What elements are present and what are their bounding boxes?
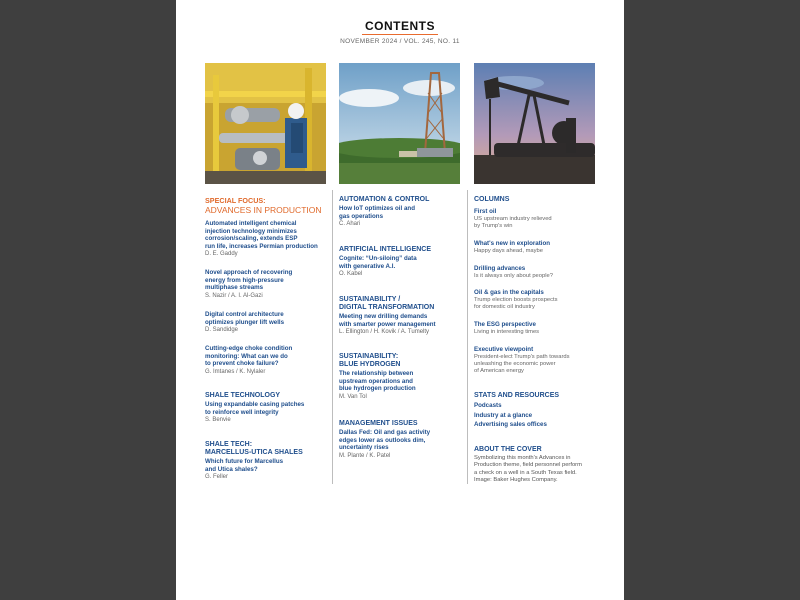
- column-entry[interactable]: [474, 265, 604, 280]
- article-title[interactable]: Automated intelligent chemical injection technology minimizes corrosion/scaling, extends ESP run life, increases Permian production: [205, 220, 318, 250]
- section-heading: ARTIFICIAL INTELLIGENCE: [339, 246, 432, 253]
- section-heading: SUSTAINABILITY: BLUE HYDROGEN: [339, 353, 401, 368]
- department-section: [339, 196, 463, 228]
- stats-link[interactable]: Industry at a glance: [474, 411, 533, 419]
- department-section: [339, 420, 463, 460]
- column-desc: Happy days ahead, maybe: [474, 247, 543, 254]
- shale-mu-section: [205, 441, 329, 481]
- article-entry[interactable]: [205, 269, 329, 300]
- article-entry[interactable]: [205, 220, 329, 258]
- magazine-page: [176, 0, 624, 600]
- section-heading: SHALE TECHNOLOGY: [205, 392, 281, 399]
- article-title[interactable]: The relationship between upstream operations and blue hydrogen production: [339, 370, 416, 393]
- shale-technology-section: [205, 392, 329, 424]
- article-title[interactable]: How IoT optimizes oil and gas operations: [339, 205, 415, 220]
- article-title[interactable]: Novel approach of recovering energy from high-pressure multiphase streams: [205, 269, 293, 292]
- section-heading: ABOUT THE COVER: [474, 446, 542, 453]
- stats-link[interactable]: Podcasts: [474, 402, 502, 409]
- page-title: CONTENTS: [365, 19, 435, 33]
- department-section: [339, 353, 463, 401]
- article-author: D. E. Gaddy: [205, 251, 238, 258]
- column-entry[interactable]: [474, 240, 604, 255]
- column-title[interactable]: First oil: [474, 208, 497, 215]
- article-title[interactable]: Meeting new drilling demands with smarter power management: [339, 313, 436, 328]
- department-section: [339, 296, 463, 336]
- column-title[interactable]: Drilling advances: [474, 265, 526, 272]
- article-entry[interactable]: [205, 311, 329, 334]
- article-author: M. Van Tol: [339, 393, 367, 400]
- cover-caption: Symbolizing this month's Advances in Production theme, field personnel perform a check on a well in a South Texas field. Image: Baker Hughes Company.: [474, 455, 582, 484]
- section-heading: MANAGEMENT ISSUES: [339, 420, 418, 427]
- column-desc: Trump election boosts prospects for domestic oil industry: [474, 296, 558, 310]
- photo-pumpjack: [474, 63, 595, 184]
- column-title[interactable]: Oil & gas in the capitals: [474, 289, 544, 296]
- about-cover-section: [474, 446, 604, 485]
- stats-resources-section: [474, 392, 604, 429]
- section-heading: STATS AND RESOURCES: [474, 392, 560, 399]
- column-title[interactable]: The ESG perspective: [474, 321, 536, 328]
- article-entry[interactable]: [205, 345, 329, 376]
- section-heading: COLUMNS: [474, 196, 510, 203]
- column-entry[interactable]: [474, 208, 604, 230]
- column-entry[interactable]: [474, 321, 604, 336]
- article-author: L. Ellington / H. Kovik / A. Tumelty: [339, 329, 430, 336]
- column-desc: Is it always only about people?: [474, 272, 553, 279]
- column-divider: [467, 190, 468, 484]
- column-title[interactable]: What's new in exploration: [474, 240, 551, 247]
- article-author: G. Feller: [205, 474, 229, 481]
- article-title[interactable]: Cutting-edge choke condition monitoring: What can we do to prevent choke failure?: [205, 345, 293, 368]
- article-title[interactable]: Dallas Fed: Oil and gas activity edges lower as outlooks dim, uncertainty rises: [339, 429, 431, 452]
- column-divider: [332, 190, 333, 484]
- article-author: D. Sandidge: [205, 327, 239, 334]
- article-title[interactable]: Using expandable casing patches to reinforce well integrity: [205, 401, 305, 416]
- column-title[interactable]: Executive viewpoint: [474, 346, 534, 353]
- column-desc: Living in interesting times: [474, 328, 540, 335]
- article-title[interactable]: Cognite: “Un-siloing” data with generative A.I.: [339, 255, 417, 270]
- stats-link[interactable]: Advertising sales offices: [474, 421, 547, 429]
- article-author: S. Nazir / A. I. Al-Gazi: [205, 292, 263, 299]
- column-entry[interactable]: [474, 346, 604, 376]
- article-author: S. Benvie: [205, 417, 231, 424]
- special-focus-heading: SPECIAL FOCUS: ADVANCES IN PRODUCTION: [205, 196, 322, 215]
- section-heading: SUSTAINABILITY / DIGITAL TRANSFORMATION: [339, 296, 435, 311]
- section-heading: AUTOMATION & CONTROL: [339, 196, 430, 203]
- column-desc: US upstream industry relieved by Trump's win: [474, 215, 552, 229]
- column-entry[interactable]: [474, 289, 604, 311]
- section-heading: SHALE TECH: MARCELLUS-UTICA SHALES: [205, 441, 303, 456]
- issue-line: NOVEMBER 2024 / VOL. 245, NO. 11: [340, 38, 460, 45]
- article-title[interactable]: Digital control architecture optimizes plunger lift wells: [205, 311, 285, 326]
- article-author: O. Kabel: [339, 271, 363, 278]
- photo-drilling-rig: [339, 63, 460, 184]
- photo-production-equipment: [205, 63, 326, 184]
- article-author: M. Plante / K. Patel: [339, 452, 391, 459]
- title-underline: [362, 34, 438, 35]
- article-title[interactable]: Which future for Marcellus and Utica shales?: [205, 458, 284, 473]
- department-section: [339, 246, 463, 278]
- column-desc: President-elect Trump's path towards unleashing the economic power of American energy: [474, 353, 570, 375]
- article-author: G. Imtanes / K. Nylaler: [205, 368, 266, 375]
- article-author: C. Ahari: [339, 221, 361, 228]
